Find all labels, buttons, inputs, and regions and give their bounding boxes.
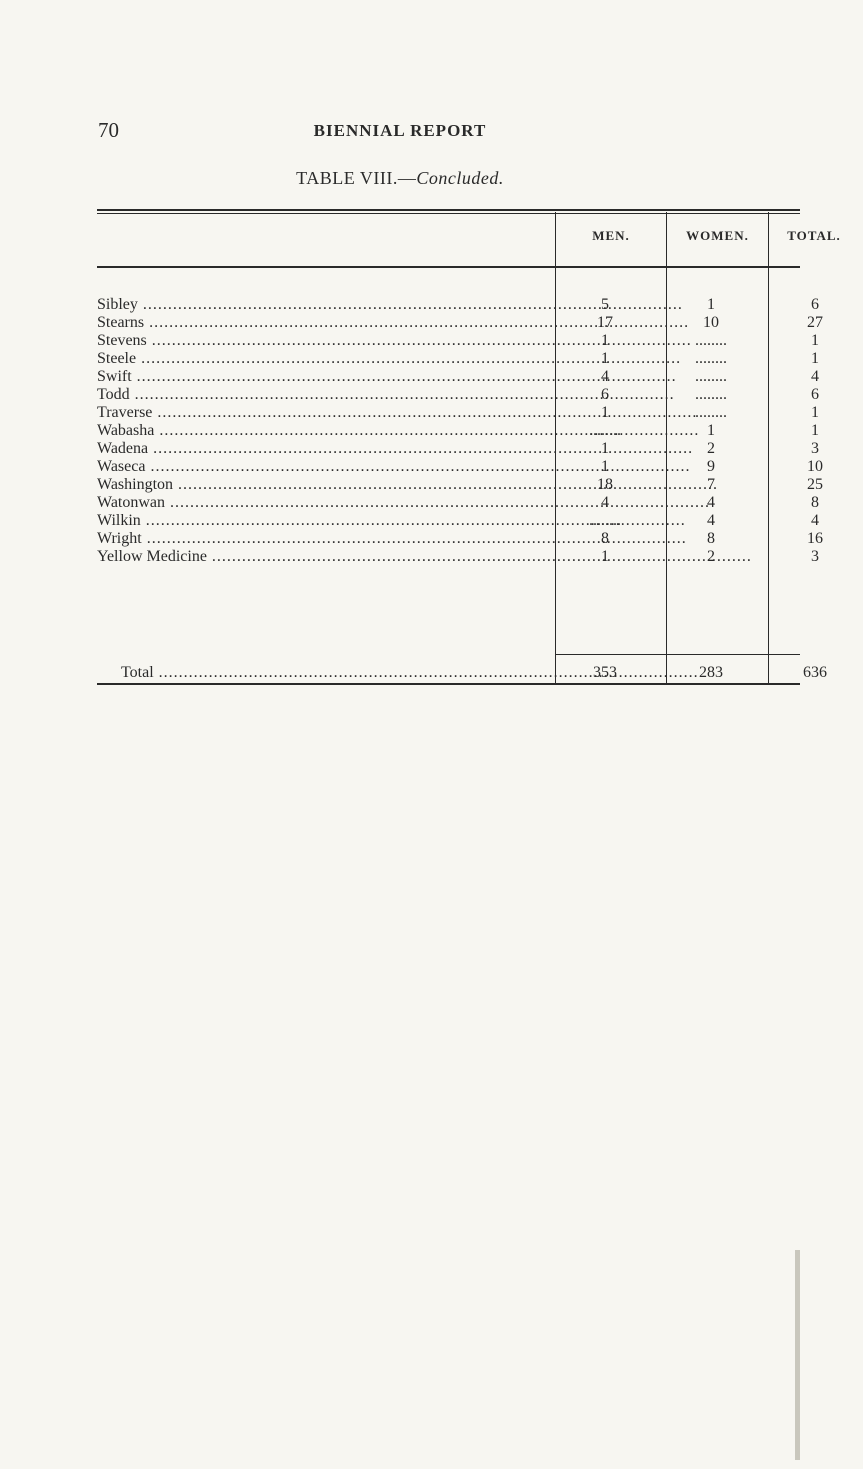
table-row — [97, 296, 819, 313]
men-count: 4 — [601, 368, 609, 385]
men-count: 1 — [601, 458, 609, 475]
women-count: 4 — [707, 494, 715, 511]
total-count: 10 — [807, 458, 823, 475]
women-count: ........ — [695, 386, 727, 403]
county-name: Watonwan ..... — [97, 494, 552, 511]
women-count: ........ — [695, 350, 727, 367]
county-name: Stevens ..... — [97, 332, 552, 349]
women-count: 9 — [707, 458, 715, 475]
county-name: Wilkin ..... — [97, 512, 552, 529]
page-number: 70 — [98, 118, 119, 142]
women-count: 10 — [703, 314, 719, 331]
table-title — [0, 168, 800, 189]
county-name: Wright ..... — [97, 530, 552, 547]
total-count: 4 — [811, 368, 819, 385]
men-count: 1 — [601, 404, 609, 421]
table-row — [97, 332, 819, 349]
men-count: 17 — [597, 314, 613, 331]
column-header-women: WOMEN. — [686, 228, 749, 243]
total-row — [97, 664, 827, 681]
table-row — [97, 314, 823, 331]
county-name: Todd ..... — [97, 386, 552, 403]
running-title: BIENNIAL REPORT — [313, 121, 487, 140]
table-row — [97, 440, 819, 457]
total-count: 3 — [811, 440, 819, 457]
table-row — [97, 476, 823, 493]
table-row — [97, 512, 819, 529]
header-bottom-rule — [97, 266, 800, 268]
county-name: Stearns ..... — [97, 314, 552, 331]
table-top-rule-thin — [97, 213, 800, 214]
men-count: 1 — [601, 350, 609, 367]
total-label: Total ..... — [97, 664, 552, 681]
table-row — [97, 404, 819, 421]
table-row — [97, 350, 819, 367]
men-count: 8 — [601, 530, 609, 547]
men-count: ........ — [589, 512, 621, 529]
page-edge-shadow — [795, 1250, 800, 1460]
county-name: Sibley ..... — [97, 296, 552, 313]
total-count: 27 — [807, 314, 823, 331]
table-row — [97, 548, 819, 565]
total-count: 1 — [811, 350, 819, 367]
women-count: 1 — [707, 422, 715, 439]
county-name: Wadena ..... — [97, 440, 552, 457]
table-bottom-rule — [97, 683, 800, 685]
women-count: 1 — [707, 296, 715, 313]
county-name: Waseca ..... — [97, 458, 552, 475]
county-name: Steele ..... — [97, 350, 552, 367]
men-count: 18 — [597, 476, 613, 493]
total-count: 1 — [811, 422, 819, 439]
women-count: 4 — [707, 512, 715, 529]
total-count: 25 — [807, 476, 823, 493]
women-count: ........ — [695, 332, 727, 349]
women-count: 2 — [707, 548, 715, 565]
total-top-rule — [555, 654, 800, 655]
table-row — [97, 458, 823, 475]
county-name: Wabasha ..... — [97, 422, 552, 439]
county-name: Swift ..... — [97, 368, 552, 385]
county-name: Traverse ..... — [97, 404, 552, 421]
county-name: Washington ..... — [97, 476, 552, 493]
total-count: 3 — [811, 548, 819, 565]
table-row — [97, 368, 819, 385]
women-total: 283 — [699, 664, 723, 681]
column-header-total: TOTAL. — [787, 228, 841, 243]
total-count: 16 — [807, 530, 823, 547]
table-row — [97, 494, 819, 511]
women-count: 8 — [707, 530, 715, 547]
men-count: 1 — [601, 440, 609, 457]
grand-total: 636 — [803, 664, 827, 681]
table-row — [97, 530, 823, 547]
table-row — [97, 422, 819, 439]
men-count: 5 — [601, 296, 609, 313]
women-count: 7 — [707, 476, 715, 493]
page-header — [0, 118, 800, 148]
column-header-men: MEN. — [592, 228, 630, 243]
men-total: 353 — [593, 664, 617, 681]
men-count: 4 — [601, 494, 609, 511]
men-count: 1 — [601, 548, 609, 565]
women-count: ........ — [695, 404, 727, 421]
women-count: ........ — [695, 368, 727, 385]
county-name: Yellow Medicine ..... — [97, 548, 552, 565]
total-count: 1 — [811, 332, 819, 349]
table-title-main: TABLE VIII.— — [296, 168, 417, 188]
total-count: 8 — [811, 494, 819, 511]
table-title-suffix: Concluded. — [416, 168, 504, 188]
total-count: 4 — [811, 512, 819, 529]
women-count: 2 — [707, 440, 715, 457]
total-count: 1 — [811, 404, 819, 421]
men-count: ........ — [589, 422, 621, 439]
total-count: 6 — [811, 386, 819, 403]
men-count: 1 — [601, 332, 609, 349]
table-row — [97, 386, 819, 403]
men-count: 6 — [601, 386, 609, 403]
table-top-rule — [97, 209, 800, 211]
total-count: 6 — [811, 296, 819, 313]
